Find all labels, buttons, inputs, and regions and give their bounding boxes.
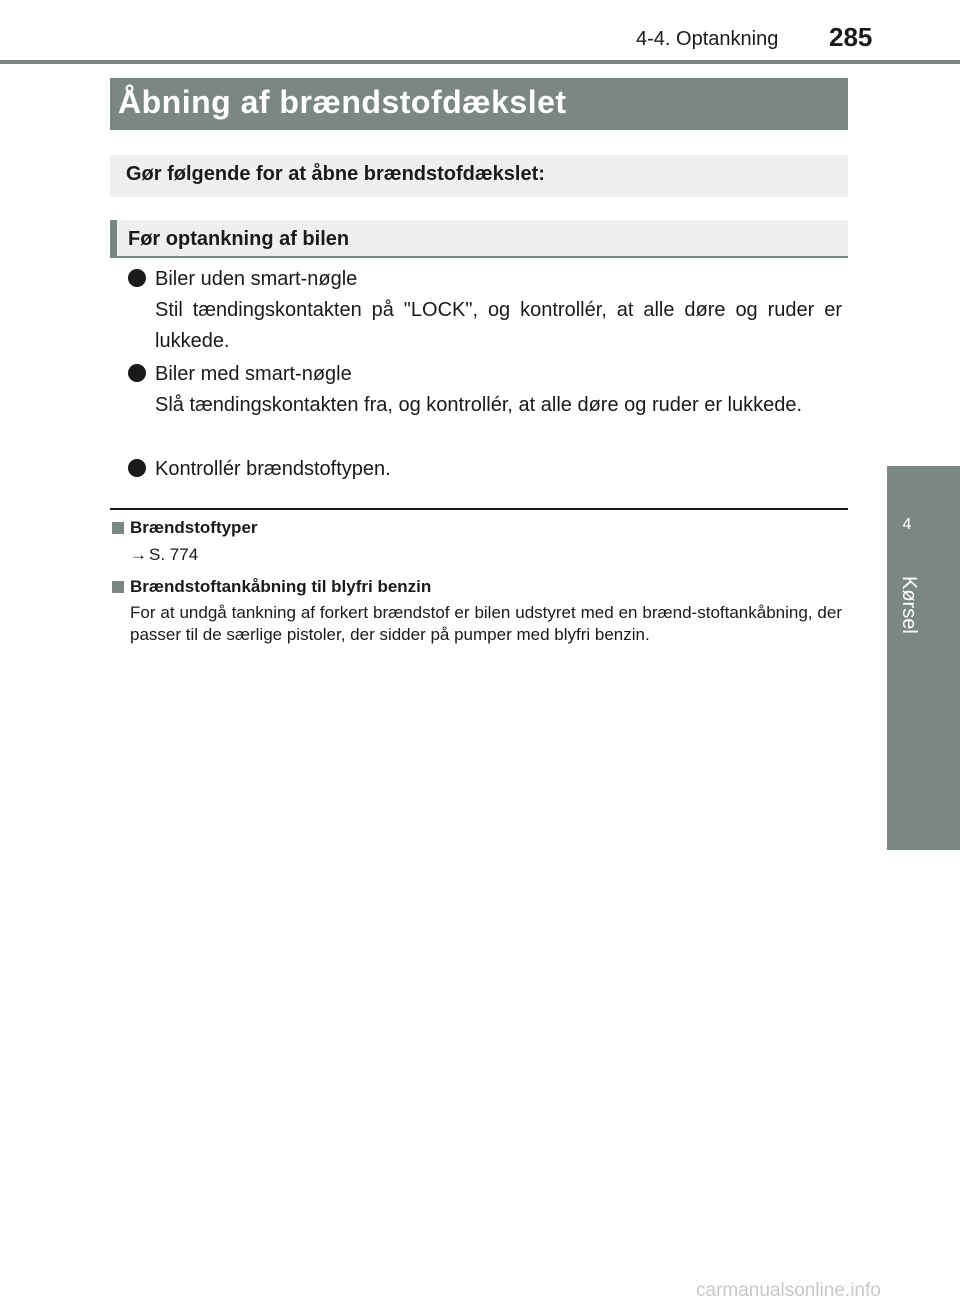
- intro-box: Gør følgende for at åbne brændstofdækslet:: [110, 155, 848, 197]
- bullet-dot-icon: [128, 364, 146, 382]
- chapter-tab: [887, 466, 960, 850]
- page-title: Åbning af brændstofdækslet: [110, 78, 848, 130]
- bullet-dot-icon: [128, 459, 146, 477]
- note-item: [112, 576, 842, 646]
- note-head: Brændstoftankåbning til blyfri benzin: [130, 577, 432, 596]
- bullet-item: [128, 359, 842, 421]
- arrow-right-icon: →: [130, 545, 147, 564]
- note-body: [130, 544, 842, 566]
- bullet-item: [128, 454, 842, 485]
- subheading: [110, 220, 848, 258]
- watermark: carmanualsonline.info: [696, 1280, 881, 1301]
- subheading-label: Før optankning af bilen: [128, 228, 350, 250]
- page-number: 285: [829, 22, 873, 52]
- note-item: [112, 517, 842, 566]
- bullet-head: Biler uden smart-nøgle: [155, 268, 358, 290]
- note-square-icon: [112, 522, 124, 534]
- bullet-body: Slå tændingskontakten fra, og kontrollér, at alle døre og ruder er lukkede.: [155, 394, 803, 416]
- header-rule: [0, 60, 960, 64]
- bullet-head: Biler med smart-nøgle: [155, 363, 352, 385]
- note-head: Brændstoftyper: [130, 518, 258, 537]
- chapter-number: 4: [902, 516, 912, 533]
- bullet-body: Stil tændingskontakten på "LOCK", og kontrollér, at alle døre og ruder er lukkede.: [155, 299, 842, 352]
- note-square-icon: [112, 581, 124, 593]
- bullet-head: Kontrollér brændstoftypen.: [155, 458, 391, 480]
- chapter-title: Kørsel: [898, 576, 920, 634]
- note-body: For at undgå tankning af forkert brændstof er bilen udstyret med en brænd-stoftankåbning, der passer til de særlige pistoler, der sidder på pumper med blyfri benzin.: [130, 603, 842, 644]
- bullet-dot-icon: [128, 269, 146, 287]
- bullet-item: [128, 264, 842, 357]
- page-reference[interactable]: S. 774: [149, 545, 199, 564]
- subheading-accent: [110, 220, 117, 258]
- header-section: 4-4. Optankning: [636, 28, 779, 50]
- section-divider: [110, 508, 848, 510]
